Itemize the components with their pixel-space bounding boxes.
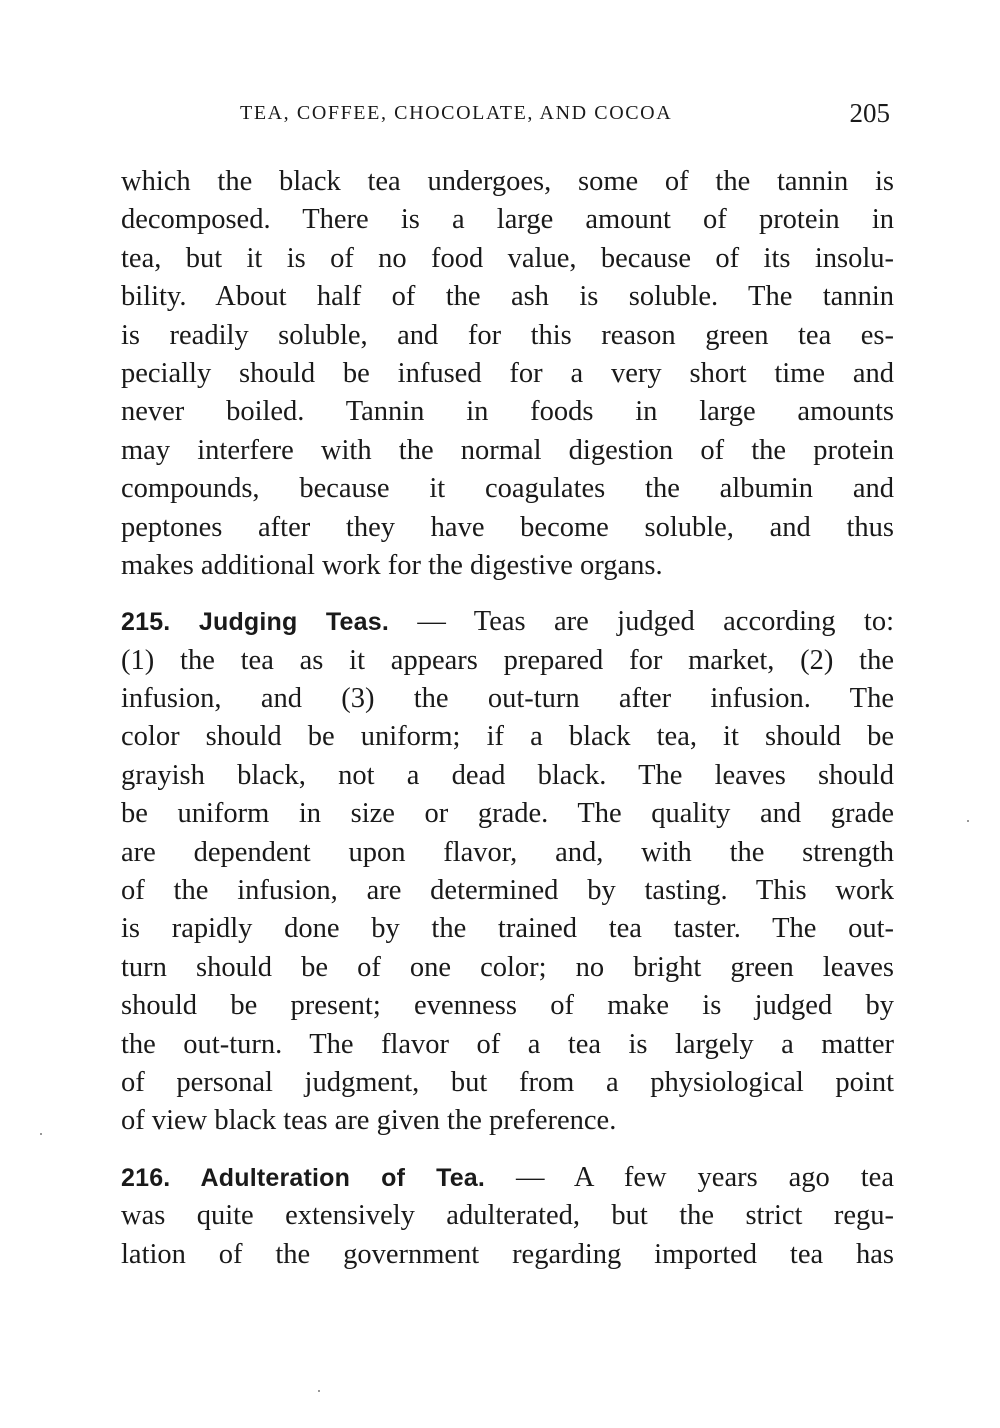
- text-line: which the black tea undergoes, some of the tannin is: [121, 166, 894, 197]
- text-line: may interfere with the normal digestion of the protein: [121, 434, 894, 466]
- paragraph-gap: [121, 1141, 894, 1159]
- paragraph-tannin-continuation: [121, 163, 894, 585]
- text-line: lation of the government regarding imported tea has: [121, 1238, 894, 1270]
- text-line: infusion, and (3) the out-turn after infusion. The: [121, 683, 894, 715]
- text-line: are dependent upon flavor, and, with the strength: [121, 836, 894, 868]
- text-line: tea, but it is of no food value, because of its insolu-: [121, 242, 894, 274]
- paragraph-gap: [121, 585, 894, 603]
- running-head: [120, 98, 898, 132]
- opening-text: — Teas are judged according to:: [388, 606, 894, 638]
- paragraph-opening-line: [121, 1159, 894, 1197]
- text-line: pecially should be infused for a very short time and: [121, 357, 894, 389]
- text-line: decomposed. There is a large amount of protein in: [121, 204, 894, 236]
- scan-speck: [318, 1390, 320, 1392]
- text-line: compounds, because it coagulates the albumin and: [121, 473, 894, 505]
- opening-text: — A few years ago tea: [485, 1161, 894, 1193]
- text-line: turn should be of one color; no bright green leaves: [121, 951, 894, 983]
- body-text: [121, 163, 894, 1274]
- running-title: TEA, COFFEE, CHOCOLATE, AND COCOA: [240, 102, 673, 124]
- text-line: is readily soluble, and for this reason green tea es-: [121, 319, 894, 351]
- text-line: be uniform in size or grade. The quality and grade: [121, 798, 894, 830]
- text-line: color should be uniform; if a black tea, it should be: [121, 721, 894, 753]
- paragraph-215-judging-teas: [121, 603, 894, 1140]
- text-line: grayish black, not a dead black. The leaves should: [121, 759, 894, 791]
- text-line: peptones after they have become soluble, and thus: [121, 511, 894, 543]
- scan-speck: [967, 820, 969, 822]
- section-heading-215: 215. Judging Teas.: [121, 608, 389, 637]
- text-line: of view black teas are given the preference.: [121, 1105, 617, 1137]
- paragraph-216-adulteration: [121, 1159, 894, 1274]
- scan-speck: [40, 1133, 42, 1135]
- paragraph-opening-line: [121, 603, 894, 641]
- page-number: 205: [849, 98, 890, 128]
- section-heading-216: 216. Adulteration of Tea.: [121, 1163, 486, 1192]
- text-line: the out-turn. The flavor of a tea is largely a matter: [121, 1028, 894, 1060]
- text-line: of personal judgment, but from a physiological point: [121, 1066, 894, 1098]
- text-line: (1) the tea as it appears prepared for market, (2) the: [121, 644, 894, 676]
- text-line: never boiled. Tannin in foods in large amounts: [121, 396, 894, 428]
- text-line: makes additional work for the digestive organs.: [121, 549, 663, 581]
- text-line: is rapidly done by the trained tea taster. The out-: [121, 913, 894, 945]
- text-line: was quite extensively adulterated, but the strict regu-: [121, 1200, 894, 1232]
- text-line: should be present; evenness of make is judged by: [121, 990, 894, 1022]
- text-line: of the infusion, are determined by tasting. This work: [121, 875, 894, 907]
- text-line: bility. About half of the ash is soluble. The tannin: [121, 281, 894, 313]
